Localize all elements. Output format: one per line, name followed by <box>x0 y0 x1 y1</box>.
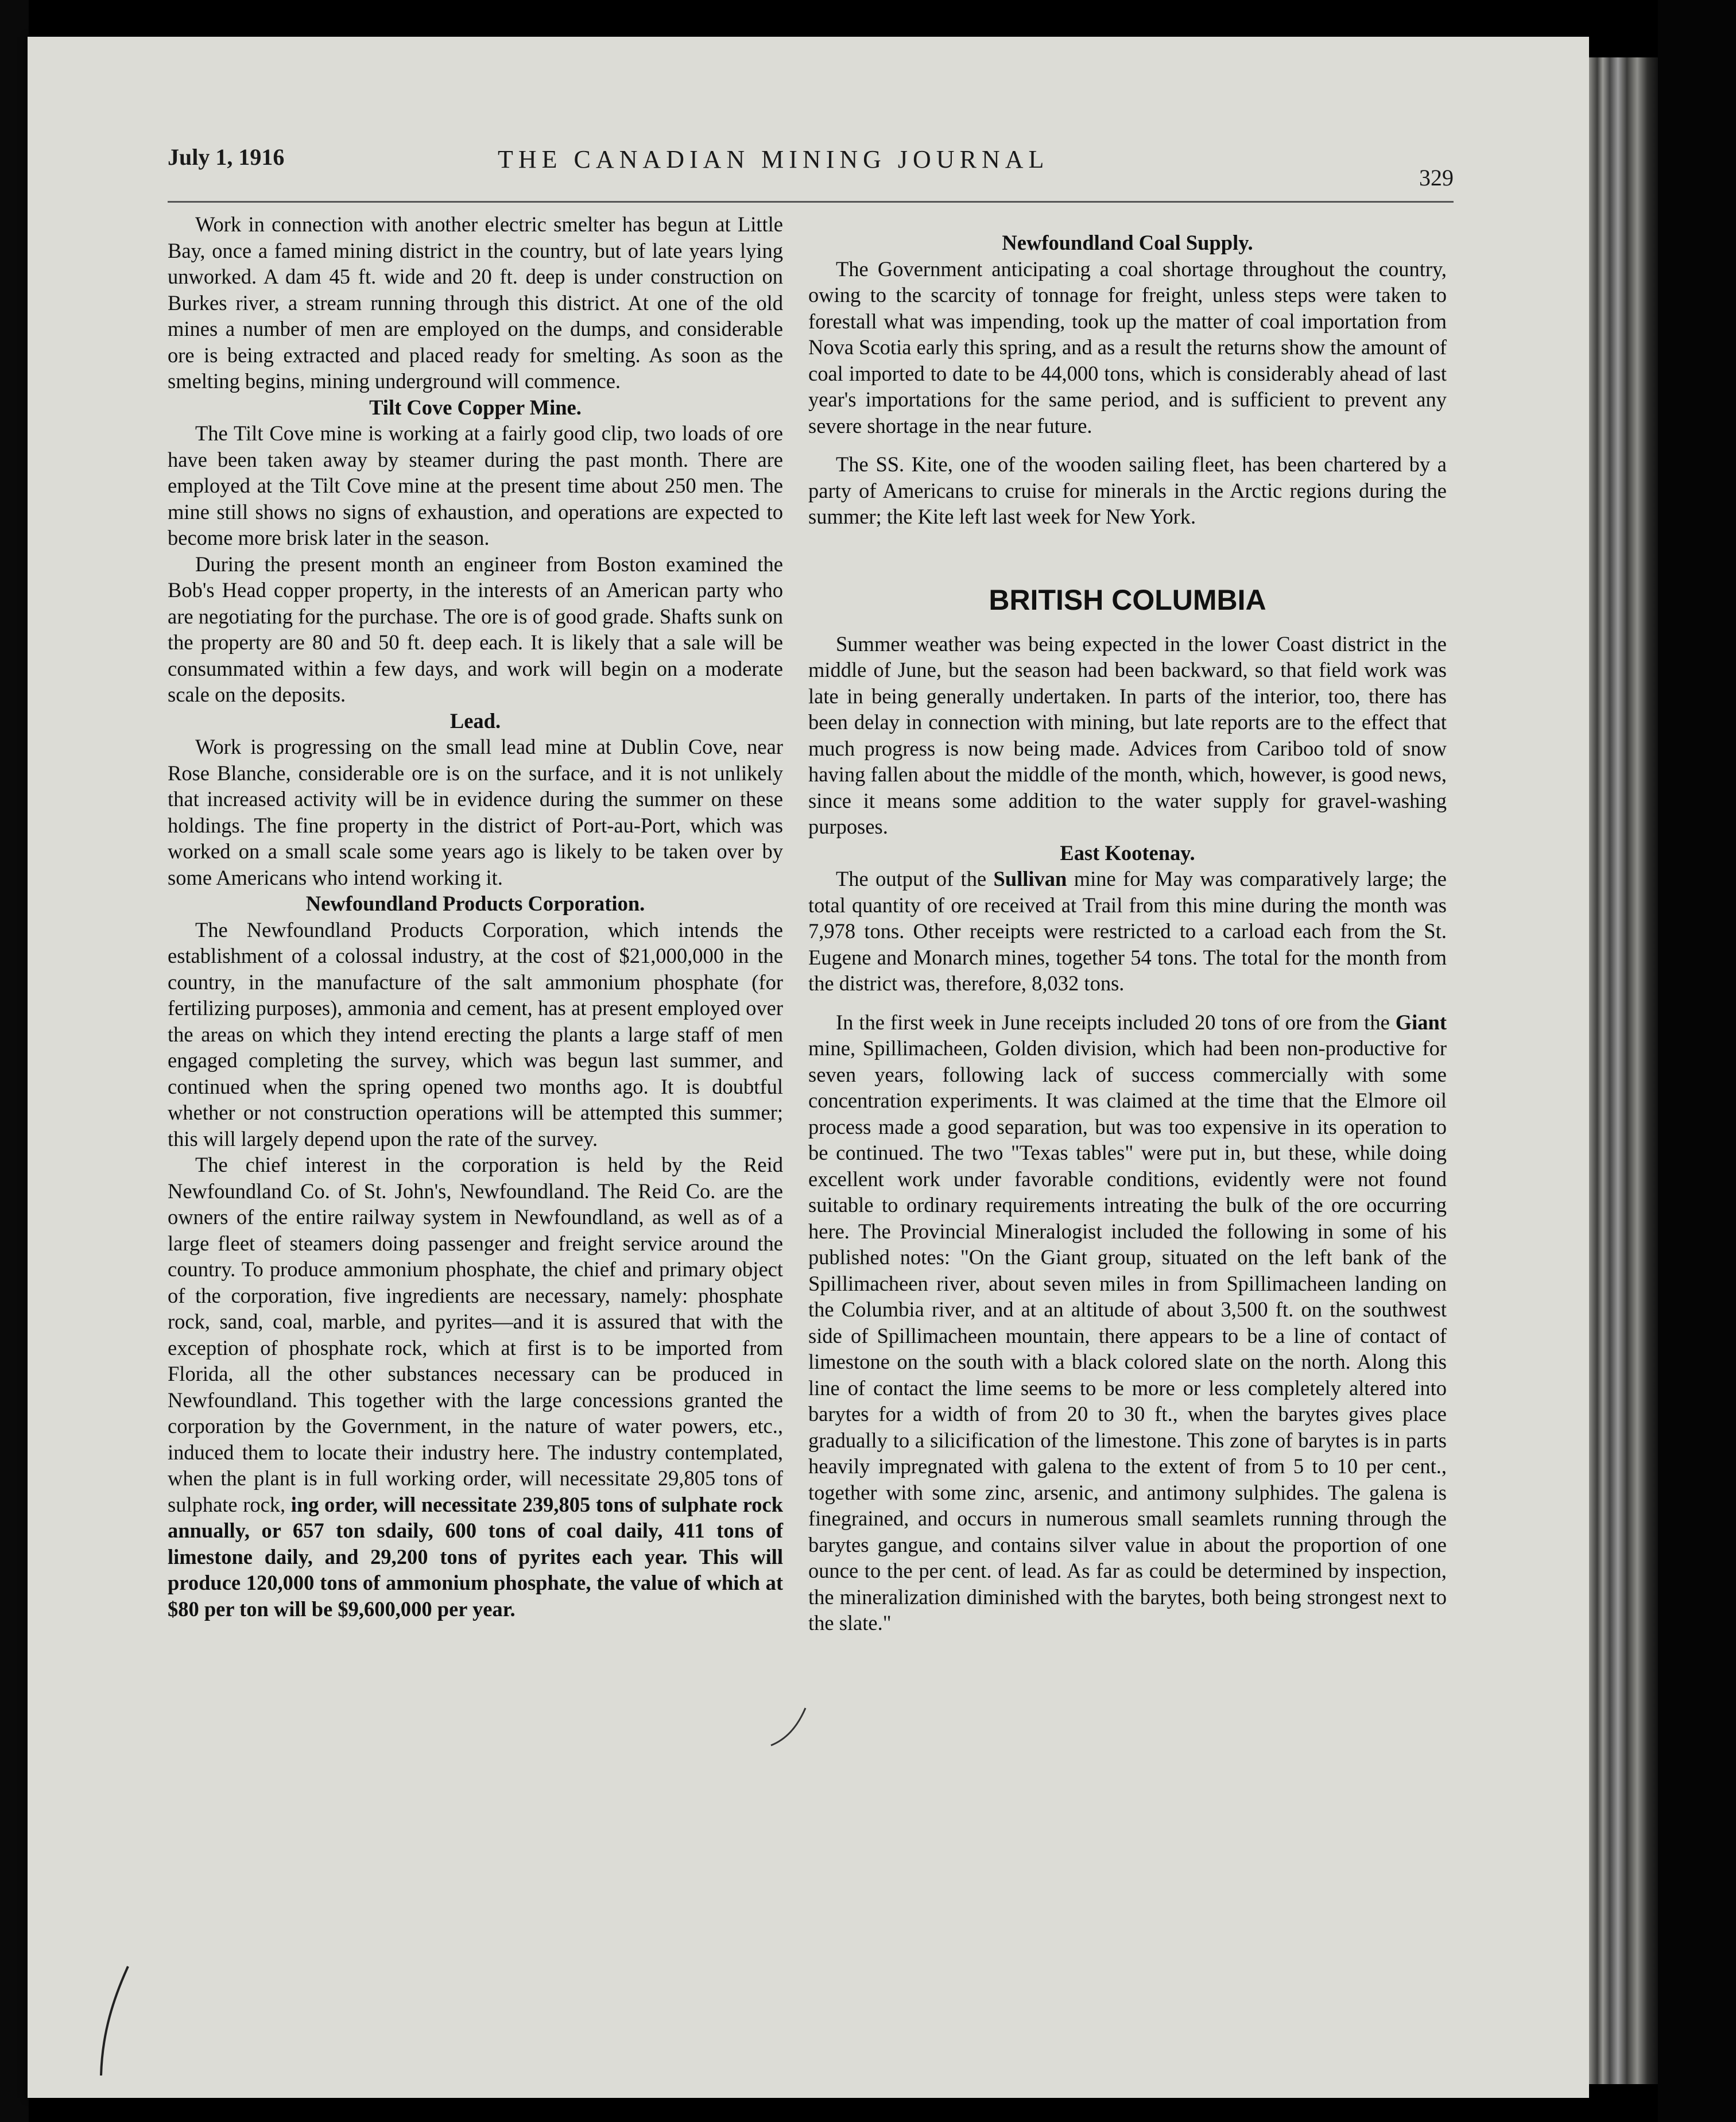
british-columbia-heading: BRITISH COLUMBIA <box>989 583 1266 616</box>
running-header <box>168 144 1454 191</box>
lead-heading: Lead. <box>450 708 501 733</box>
giant-mine-name: Giant <box>1395 1010 1447 1034</box>
coal-supply-heading: Newfoundland Coal Supply. <box>1002 231 1253 254</box>
ek-p1-text-b: mine for May was comparatively large; the total quantity of ore received at Trail from this mine during the month was 7,978 tons. Other receipts were restricted to a carload each from the St. Eugene and Monarch mines, together 54 tons. The total for the month from the district was, therefore, 8,032 tons. <box>808 867 1447 995</box>
pencil-margin-mark <box>96 1964 131 2078</box>
tilt-cove-paragraph-1: The Tilt Cove mine is working at a fairly good clip, two loads of ore have been taken away by steamer during the past month. There are employed at the Tilt Cove mine at the present time about 250 men. The mine still shows no signs of exhaustion, and operations are expected to become more brisk later in the season. <box>168 421 783 549</box>
book-page-edges <box>1589 57 1658 2084</box>
tilt-cove-heading: Tilt Cove Copper Mine. <box>369 395 582 419</box>
coal-supply-paragraph-2: The SS. Kite, one of the wooden sailing fleet, has been chartered by a party of Americans to cruise for minerals in the Arctic regions during the summer; the Kite left last week for New York. <box>808 452 1447 528</box>
products-corporation-paragraph-2 <box>168 1152 783 1622</box>
header-rule <box>168 201 1454 203</box>
scan-frame-right <box>1658 0 1736 2122</box>
mineralogist-quote: "On the Giant group, situated on the left bank of the Spillimacheen river, about seven miles in from Spillimacheen landing on the Columbia river, and at an altitude of about 3,500 ft. on the southwest side of Spillimacheen mountain, there appears to be a line of contact of limestone on the south with a black colored slate on the north. Along this line of contact the lime seems to be more or less completely altered into barytes for a width of from 20 to 30 ft., when the barytes gives place gradually to a silicification of the limestone. This zone of barytes is in parts heavily impregnated with galena to the extent of from 5 to 10 per cent., together with some zinc, arsenic, and antimony sulphides. The galena is finegrained, and occurs in numerous small seamlets running through the barytes gangue, and contains silver value in about the proportion of one ounce to the per cent. of lead. As far as could be determined by inspection, the mineralization diminished with the barytes, both being strongest next to the slate." <box>808 1245 1447 1635</box>
pencil-bracket-mark <box>768 1705 808 1751</box>
journal-title: THE CANADIAN MINING JOURNAL <box>498 145 1049 173</box>
lead-paragraph: Work is progressing on the small lead mine at Dublin Cove, near Rose Blanche, considerable ore is on the surface, and it is not unlikely that increased activity will be in evidence during the summer on these holdings. The fine property in the district of Port-au-Port, which was worked on a small scale some years ago is likely to be taken over by some Americans who intend working it. <box>168 735 783 889</box>
british-columbia-paragraph: Summer weather was being expected in the lower Coast district in the middle of June, but the season had been backward, so that field work was late in being generally undertaken. In parts of the interior, too, there has been delay in connection with mining, but late reports are to the effect that much progress is now being made. Advices from Cariboo told of snow having fallen about the middle of the month, which, however, is good news, since it means some addition to the water supply for gravel-washing purposes. <box>808 632 1447 838</box>
scan-frame-left <box>0 0 29 2122</box>
products-corporation-paragraph-1: The Newfoundland Products Corporation, which intends the establishment of a colossal industry, at the cost of $21,000,000 in the country, in the manufacture of the salt ammonium phosphate (for fertilizing purposes), ammonia and cement, has at present employed over the areas on which they intend erecting the plants a large staff of men engaged completing the survey, which was begun last summer, and continued when the spring opened two months ago. It is doubtful whether or not construction operations will be attempted this summer; this will largely depend upon the rate of the survey. <box>168 917 783 1151</box>
east-kootenay-paragraph-2 <box>808 1009 1447 1636</box>
little-bay-paragraph: Work in connection with another electric smelter has begun at Little Bay, once a famed mining district in the country, but of late years lying unworked. A dam 45 ft. wide and 20 ft. deep is under construction on Burkes river, a stream running through this district. At one of the old mines a number of men are employed on the dumps, and considerable ore is being extracted and placed ready for smelting. As soon as the smelting begins, mining underground will commence. <box>168 212 783 393</box>
page-number: 329 <box>1419 165 1454 191</box>
products-corporation-paragraph-2-text: The chief interest in the corporation is held by the Reid Newfoundland Co. of St. John's, Newfoundland. The Reid Co. are the owners of the entire railway system in Newfoundland, as well as of a large fleet of steamers doing passenger and freight service around the country. To produce ammonium phosphate, the chief and primary object of the corporation, five ingredients are necessary, namely: phosphate rock, sand, coal, marble, and pyrites—and it is assured that with the exception of phosphate rock, which at first is to be imported from Florida, all the other substances necessary can be produced in Newfoundland. This together with the large concessions granted the corporation by the Government, in the nature of water powers, etc., induced them to locate their industry here. The industry contemplated, when the plant is in full working order, will necessitate 29,805 tons of sulphate rock, <box>168 1153 783 1516</box>
ek-p2-text-b: mine, Spillimacheen, Golden division, which had been non-productive for seven years, following lack of success commercially with some concentration experiments. It was claimed at the time that the Elmore oil process made a good separation, but was too expensive in its operation to be continued. The two "Texas tables" were put in, but these, while doing excellent work under favorable conditions, evidently were not found suitable to ordinary requirements intreating the bulk of the ore occurring here. The Provincial Mineralogist included the following in some of his published notes: <box>808 1036 1447 1269</box>
east-kootenay-paragraph-1 <box>808 866 1447 997</box>
right-column <box>808 230 1447 1636</box>
tilt-cove-paragraph-2: During the present month an engineer from Boston examined the Bob's Head copper property, in the interests of an American party who are negotiating for the purchase. The ore is of good grade. Shafts sunk on the property are 80 and 50 ft. deep each. It is likely that a sale will be consummated within a few days, and work will begin on a moderate scale on the deposits. <box>168 552 783 706</box>
issue-date: July 1, 1916 <box>168 144 285 170</box>
ek-p1-text-a: The output of the <box>836 867 994 890</box>
east-kootenay-heading: East Kootenay. <box>1060 841 1195 865</box>
products-corporation-bold-tail: ing order, will necessitate 239,805 tons of sulphate rock annually, or 657 ton sdaily, 600 tons of coal daily, 411 tons of limestone daily, and 29,200 tons of pyrites each year. This will produce 120,000 tons of ammonium phosphate, the value of which at $80 per ton will be $9,600,000 per year. <box>168 1492 784 1621</box>
sullivan-mine-name: Sullivan <box>993 867 1067 890</box>
coal-supply-paragraph-1: The Government anticipating a coal shortage throughout the country, owing to the scarcity of tonnage for freight, unless steps were taken to forestall what was impending, took up the matter of coal importation from Nova Scotia early this spring, and as a result the returns show the amount of coal imported to date to be 44,000 tons, which is considerably ahead of last year's importations for the same period, and is sufficient to prevent any severe shortage in the near future. <box>808 257 1447 437</box>
products-corporation-heading: Newfoundland Products Corporation. <box>305 892 645 915</box>
ek-p2-text-a: In the first week in June receipts included 20 tons of ore from the <box>836 1010 1396 1034</box>
left-column <box>168 211 783 1622</box>
